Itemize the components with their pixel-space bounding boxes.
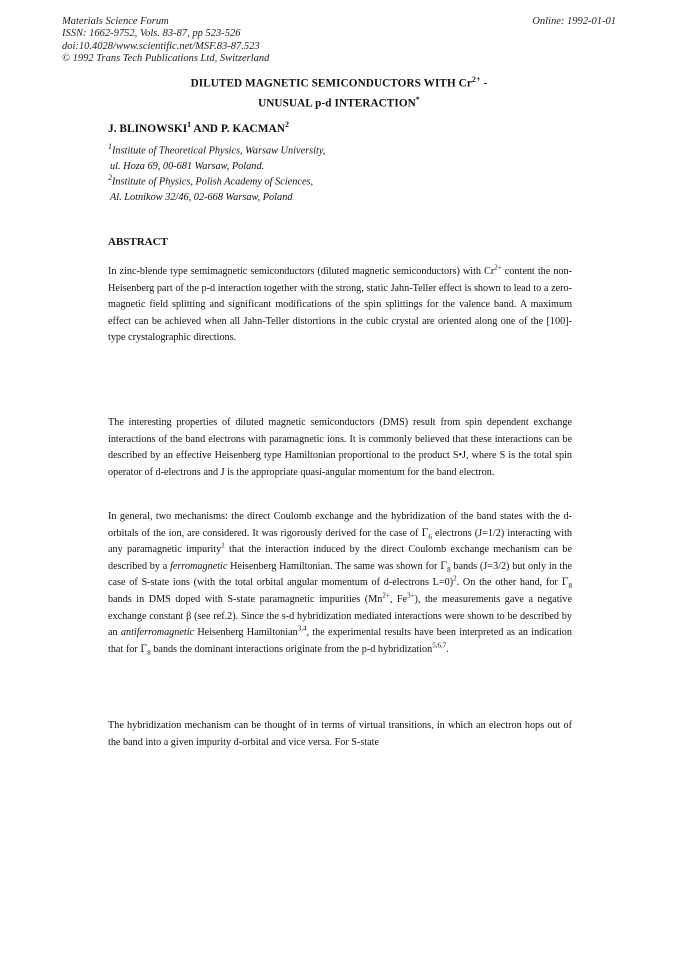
- body-paragraph-3: The hybridization mechanism can be thought of in terms of virtual transitions, in which an electron hops out of the band into a given impurity d-orbital and vice versa. For S-state: [108, 720, 572, 748]
- body-paragraph-1: The interesting properties of diluted magnetic semiconductors (DMS) result from spin dependent exchange interactions of the band electrons with paramagnetic ions. It is commonly believed that these interactions can be described by an effective Heisenberg type Hamiltonian proportional to the product S•J, where S is the total spin operator of d-electrons and J is the appropriate quasi-angular momentum for the band electron.: [108, 417, 572, 478]
- affil-1-mark: 1: [108, 142, 112, 151]
- affil-2-mark: 2: [108, 173, 112, 182]
- title-line-1-end: -: [480, 77, 488, 90]
- journal-name: Materials Science Forum: [62, 16, 169, 27]
- journal-header: [62, 16, 269, 66]
- affil-2-institute: Institute of Physics, Polish Academy of Sciences,: [112, 176, 314, 188]
- title-superscript: 2+: [471, 75, 481, 84]
- affil-1-institute: Institute of Theoretical Physics, Warsaw University,: [112, 145, 326, 157]
- author-2: AND P. KACMAN: [191, 122, 285, 135]
- affil-2-address: Al. Lotnikow 32/46, 02-668 Warsaw, Poland: [110, 192, 293, 204]
- author-1: J. BLINOWSKI: [108, 122, 188, 135]
- doi-line[interactable]: doi:10.4028/www.scientific.net/MSF.83-87.523: [62, 40, 260, 52]
- abstract-heading: ABSTRACT: [108, 236, 168, 248]
- abstract-text: In zinc-blende type semimagnetic semiconductors (diluted magnetic semiconductors) with $Cr^{2+}$ content the non-Heisenberg part of the p-d interaction together with the strong, static Jahn-Teller effect is shown to lead to a zero-magnetic field splitting and significant modifications of the spin splittings for the valence band. A maximum effect can be achieved when all Jahn-Teller distortions in the cubic crystal are oriented along one of the [100]-type crystalographic directions.: [108, 263, 573, 344]
- title-footnote-mark: *: [415, 94, 420, 104]
- title-line-1: DILUTED MAGNETIC SEMICONDUCTORS WITH Cr: [190, 77, 472, 90]
- title-line-2: UNUSUAL p-d INTERACTION: [258, 97, 416, 110]
- issn-line: ISSN: 1662-9752, Vols. 83-87, pp 523-526: [62, 28, 241, 40]
- body-paragraph-2: In general, two mechanisms: the direct Coulomb exchange and the hybridization of the band states with the d-orbitals of the ion, are considered. It was rigorously derived for the case of $\Gamma_6$ electrons (J=1/2) interacting with any paramagnetic impurity$^1$ that the interaction induced by the direct Coulomb exchange mechanism can be described by a ferromagnetic Heisenberg Hamiltonian. The same was shown for $\Gamma_8$ bands (J=3/2) but only in the case of S-state ions (with the total orbital angular momentum of d-electrons L=0)$^2$. On the other hand, for $\Gamma_8$ bands in DMS doped with S-state paramagnetic impurities ($Mn^{2+}$, $Fe^{3+}$), the measurements gave a negative exchange constant β (see ref.2). Since the s-d hybridization mediated interactions were shown to be described by an antiferromagnetic Heisenberg Hamiltonian$^{3,4}$, the experimental results have been interpreted as an indication that for $\Gamma_8$ bands the dominant interactions originate from the p-d hybridization$^{5,6,7}$.: [108, 511, 573, 657]
- affiliation-2: [108, 170, 313, 206]
- affil-1-address: ul. Hoza 69, 00-681 Warsaw, Poland.: [110, 161, 265, 173]
- copyright-line: © 1992 Trans Tech Publications Ltd, Switzerland: [62, 53, 270, 65]
- author-1-affil: 1: [187, 120, 192, 129]
- authors: [108, 120, 289, 135]
- online-date: Online: 1992-01-01: [532, 16, 616, 27]
- paper-title: [0, 72, 678, 111]
- author-2-affil: 2: [285, 120, 289, 129]
